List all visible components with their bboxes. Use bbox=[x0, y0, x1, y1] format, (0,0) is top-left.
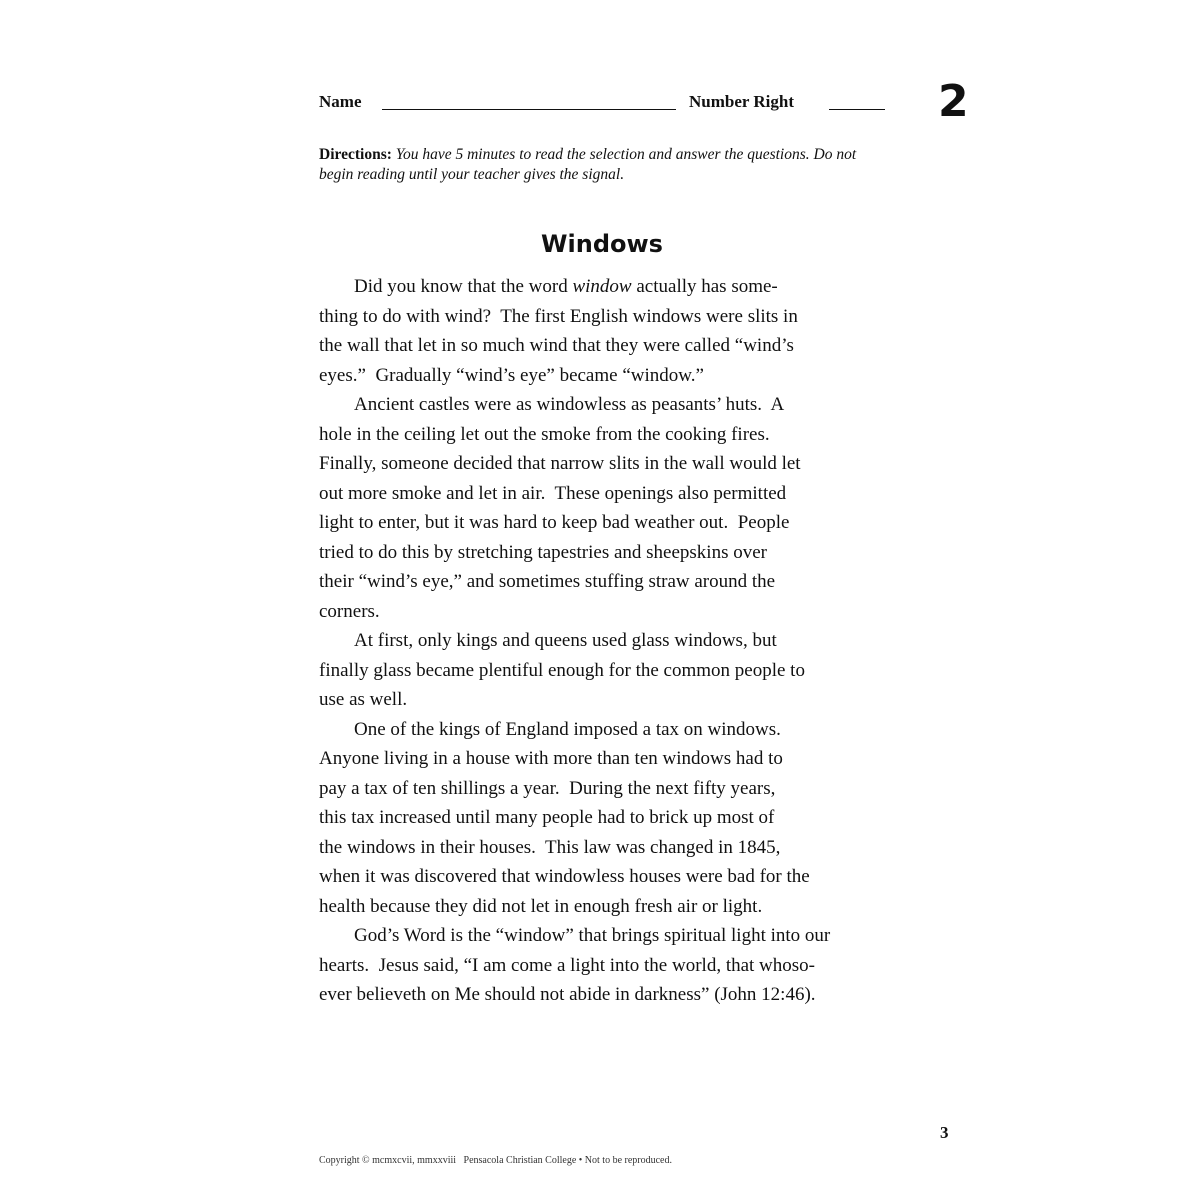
article-line bbox=[319, 272, 885, 302]
article-line: hearts. Jesus said, “I am come a light into the world, that whoso- bbox=[319, 954, 816, 976]
directions-label: Directions: bbox=[319, 146, 392, 163]
name-label: Name bbox=[319, 92, 362, 111]
article-line: tried to do this by stretching tapestries and sheepskins over bbox=[319, 541, 767, 563]
quiz-number: 2 bbox=[938, 76, 969, 127]
article-line: God’s Word is the “window” that brings spiritual light into our bbox=[354, 925, 831, 946]
directions bbox=[319, 145, 879, 185]
article-line: health because they did not let in enough fresh air or light. bbox=[319, 895, 763, 917]
article-line: thing to do with wind? The first English windows were slits in bbox=[319, 305, 798, 327]
article-line: corners. bbox=[319, 600, 380, 622]
article-line: when it was discovered that windowless houses were bad for the bbox=[319, 866, 810, 887]
article-line-pre: Did you know that the word bbox=[354, 276, 573, 297]
article-line: hole in the ceiling let out the smoke from the cooking fires. bbox=[319, 423, 770, 445]
article-line: Ancient castles were as windowless as peasants’ huts. A bbox=[354, 394, 785, 415]
article-line: Finally, someone decided that narrow slits in the wall would let bbox=[319, 453, 801, 474]
article-line: One of the kings of England imposed a tax on windows. bbox=[354, 718, 781, 740]
article-line-post: actually has some- bbox=[631, 276, 778, 297]
article-line: At first, only kings and queens used glass windows, but bbox=[354, 630, 777, 651]
copyright-notice: Copyright © mcmxcvii, mmxxviii Pensacola Christian College • Not to be reproduced. bbox=[319, 1155, 672, 1166]
article-line: the windows in their houses. This law was changed in 1845, bbox=[319, 836, 781, 858]
article-line: out more smoke and let in air. These openings also permitted bbox=[319, 482, 787, 504]
article-body bbox=[319, 272, 885, 1010]
article-line: light to enter, but it was hard to keep bad weather out. People bbox=[319, 512, 790, 533]
article-line: the wall that let in so much wind that they were called “wind’s bbox=[319, 335, 794, 356]
article-line: Anyone living in a house with more than ten windows had to bbox=[319, 748, 783, 769]
number-right-blank[interactable] bbox=[829, 109, 885, 110]
article-line-emphasis: window bbox=[572, 276, 632, 297]
page-number: 3 bbox=[940, 1123, 949, 1142]
name-blank[interactable] bbox=[382, 109, 676, 110]
article-title: Windows bbox=[541, 230, 663, 258]
article-line: their “wind’s eye,” and sometimes stuffing straw around the bbox=[319, 571, 776, 592]
article-line: eyes.” Gradually “wind’s eye” became “window.” bbox=[319, 364, 704, 386]
article-line: finally glass became plentiful enough for the common people to bbox=[319, 659, 805, 681]
directions-text: You have 5 minutes to read the selection and answer the questions. Do not begin reading until your teacher gives the signal. bbox=[319, 146, 857, 183]
article-line: ever believeth on Me should not abide in darkness” (John 12:46). bbox=[319, 984, 816, 1005]
article-line: this tax increased until many people had to brick up most of bbox=[319, 807, 775, 828]
article-line: use as well. bbox=[319, 689, 408, 710]
header-row bbox=[319, 92, 885, 116]
number-right-label: Number Right bbox=[689, 92, 794, 111]
article-line: pay a tax of ten shillings a year. During the next fifty years, bbox=[319, 777, 776, 799]
